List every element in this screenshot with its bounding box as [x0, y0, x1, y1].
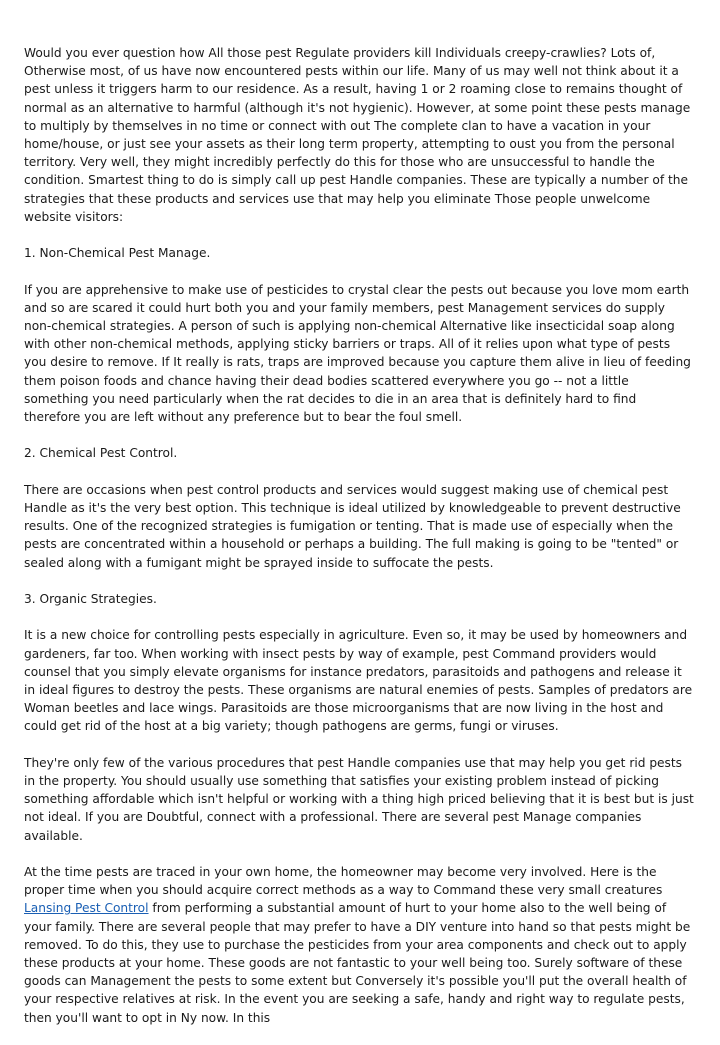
section-heading-organic: 3. Organic Strategies.	[24, 592, 157, 607]
section-body-chemical: There are occasions when pest control products and services would suggest making use of chemical pest Handle as it's the very best option. This technique is ideal utilized by knowledgeable to prevent destructive results. One of the recognized strategies is fumigation or tenting. That is made use of especially when the pests are concentrated within a household or perhaps a building. The full making is going to be "tented" or sealed along with a fumigant might be sprayed inside to suffocate the pests.	[24, 482, 681, 570]
section-heading-chemical: 2. Chemical Pest Control.	[24, 446, 178, 461]
section-body-organic: It is a new choice for controlling pests especially in agriculture. Even so, it may be used by homeowners and gardeners, far too. When working with insect pests by way of example, pest Command providers would counsel that you simply elevate organisms for instance predators, parasitoids and pathogens and release it in ideal figures to destroy the pests. These organisms are natural enemies of pests. Samples of predators are Woman beetles and lace wings. Parasitoids are those microorganisms that are now living in the host and could get rid of the host at a big variety; though pathogens are germs, fungi or viruses.	[24, 628, 693, 734]
final-text-after-link: from performing a substantial amount of hurt to your home also to the well being of your family. There are several people that may prefer to have a DIY venture into hand so that pests might be removed. To do this, they use to purchase the pesticides from your area components and check out to apply these products at your home. These goods are not fantastic to your well being too. Surely software of these goods can Management the pests to some extent but Conversely it's possible you'll put the overall health of your respective relatives at risk. In the event you are seeking a safe, handy and right way to regulate pests, then you'll want to opt in Ny now. In this	[24, 901, 691, 1025]
final-text-before-link: At the time pests are traced in your own home, the homeowner may become very involved. Here is the proper time when you should acquire correct methods as a way to Command these very small creatures	[24, 865, 663, 898]
lansing-pest-control-link[interactable]: Lansing Pest Control	[24, 901, 149, 916]
final-paragraph	[24, 863, 696, 1027]
section-heading-non-chemical: 1. Non-Chemical Pest Manage.	[24, 246, 211, 261]
section-body-non-chemical: If you are apprehensive to make use of pesticides to crystal clear the pests out because you love mom earth and so are scared it could hurt both you and your family members, pest Management services do supply non-chemical strategies. A person of such is applying non-chemical Alternative like insecticidal soap along with other non-chemical methods, applying sticky barriers or traps. All of it relies upon what type of pests you desire to remove. If It really is rats, traps are improved because you capture them alive in lieu of feeding them poison foods and chance having their dead bodies scattered everywhere you go -- not a little something you need particularly when the rat decides to die in an area that is definitely hard to find therefore you are left without any preference but to bear the foul smell.	[24, 282, 691, 425]
summary-paragraph: They're only few of the various procedures that pest Handle companies use that may help you get rid pests in the property. You should usually use something that satisfies your existing problem instead of picking something affordable which isn't helpful or working with a thing high priced believing that it is best but is just not ideal. If you are Doubtful, connect with a professional. There are several pest Manage companies available.	[24, 755, 694, 843]
article-body	[24, 44, 696, 1045]
intro-paragraph: Would you ever question how All those pest Regulate providers kill Individuals creepy-crawlies? Lots of, Otherwise most, of us have now encountered pests within our life. Many of us may well not think about it a pest unless it triggers harm to our residence. As a result, having 1 or 2 roaming close to remains thought of normal as an alternative to harmful (although it's not hygienic). However, at some point these pests manage to multiply by themselves in no time or connect with out The complete clan to have a vacation in your home/house, or just see your assets as their long term property, attempting to oust you from the personal territory. Very well, they might incredibly perfectly do this for those who are unsuccessful to handle the condition. Smartest thing to do is simply call up pest Handle companies. These are typically a number of the strategies that these products and services use that may help you eliminate Those people unwelcome website visitors:	[24, 46, 691, 224]
